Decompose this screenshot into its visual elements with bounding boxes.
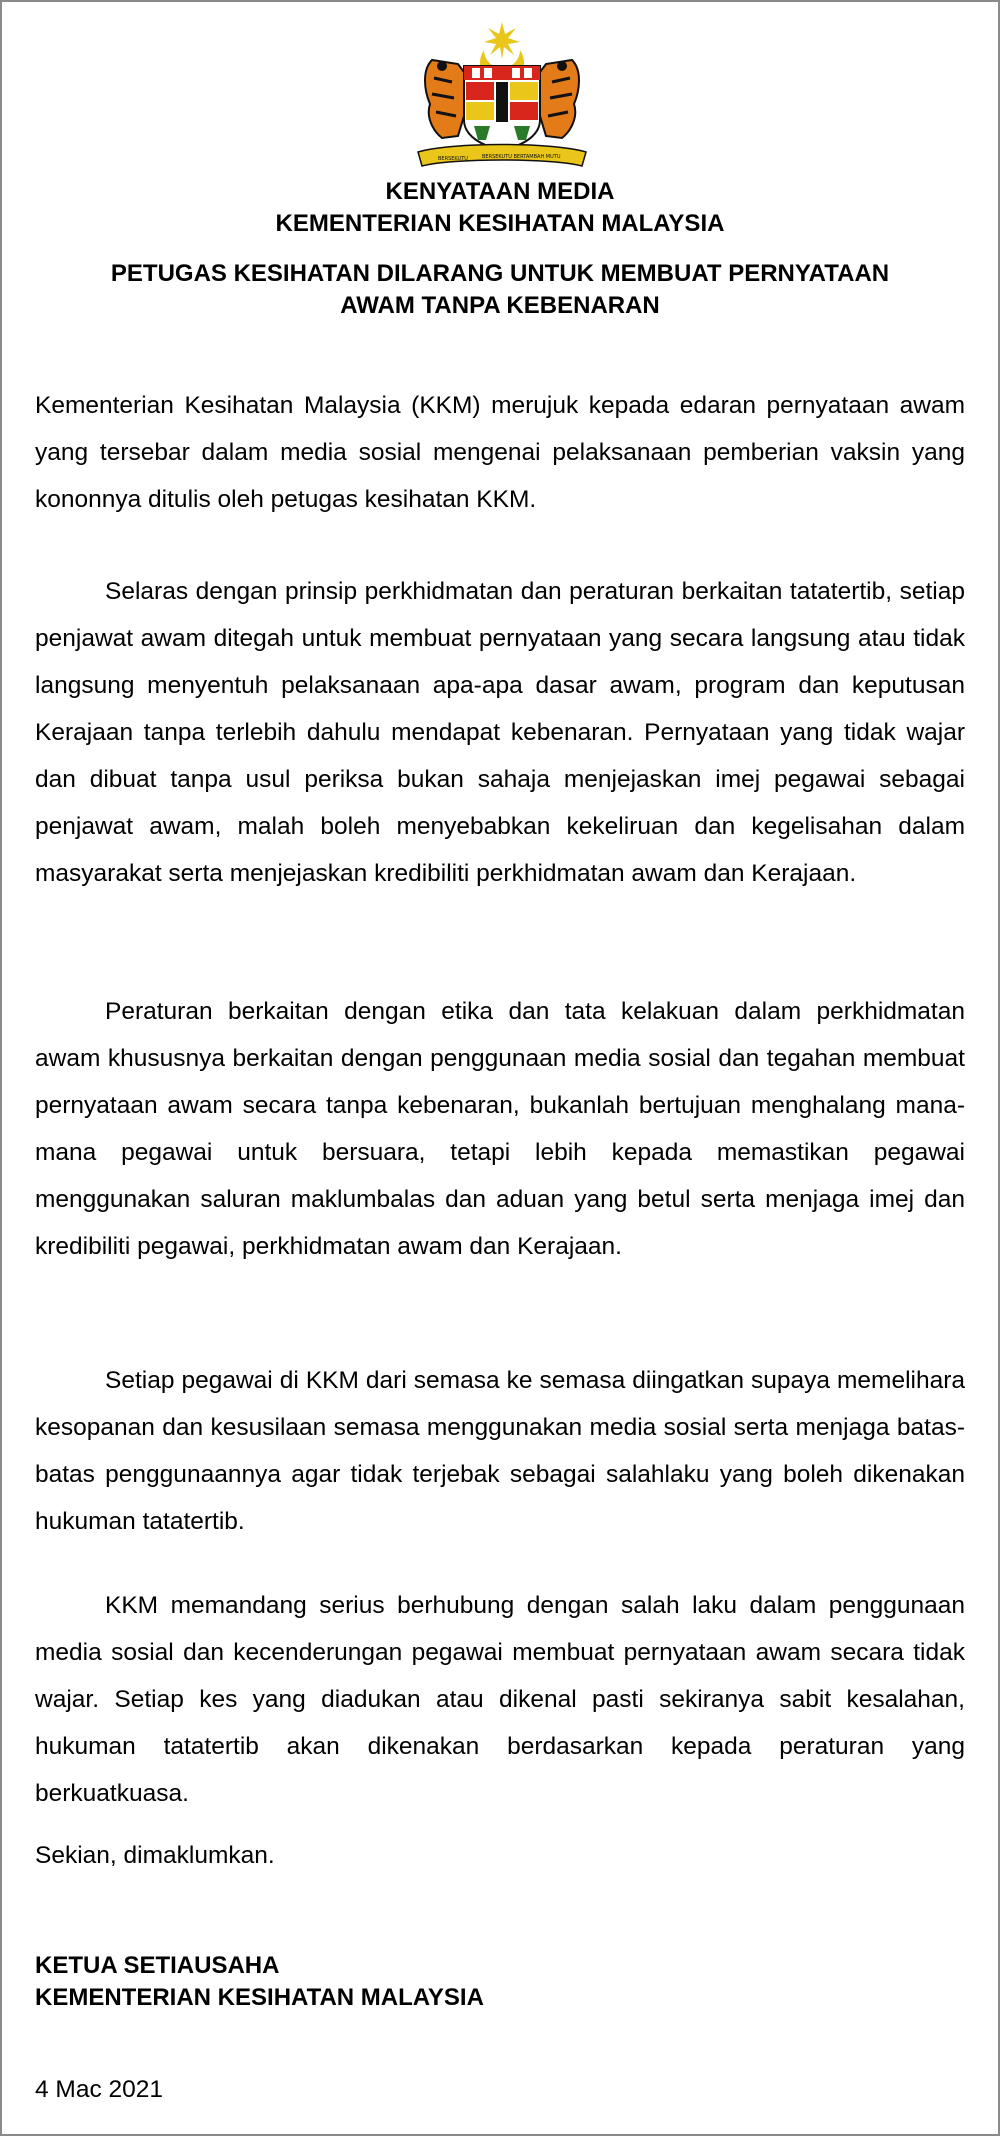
coat-of-arms-crest-icon (412, 20, 592, 172)
paragraph-5: KKM memandang serius berhubung dengan salah laku dalam penggunaan media sosial dan kecenderungan pegawai membuat pernyataan awam secara tidak wajar. Setiap kes yang diadukan atau dikenal pasti sekiranya sabit kesalahan, hukuman tatatertib akan dikenakan berdasarkan kepada peraturan yang berkuatkuasa. (35, 1592, 965, 1807)
title-line-2: AWAM TANPA KEBENARAN (340, 292, 660, 319)
header-line-2: KEMENTERIAN KESIHATAN MALAYSIA (275, 210, 725, 237)
paragraph-4: Setiap pegawai di KKM dari semasa ke semasa diingatkan supaya memelihara kesopanan dan kesusilaan semasa menggunakan media sosial serta menjaga batas-batas penggunaannya agar tidak terjebak sebagai salahlaku yang boleh dikenakan hukuman tatatertib. (35, 1367, 965, 1535)
closing-line: Sekian, dimaklumkan. (35, 1842, 275, 1869)
statement-date: 4 Mac 2021 (35, 2076, 164, 2103)
header-line-1: KENYATAAN MEDIA (385, 178, 615, 205)
motto-text: BERSEKUTU BERTAMBAH MUTU (482, 154, 561, 160)
title-line-1: PETUGAS KESIHATAN DILARANG UNTUK MEMBUAT PERNYATAAN (110, 260, 890, 287)
media-statement-header (35, 176, 965, 240)
paragraph-2: Selaras dengan prinsip perkhidmatan dan peraturan berkaitan tatatertib, setiap penjawat awam ditegah untuk membuat pernyataan yang secara langsung atau tidak langsung menyentuh pelaksanaan apa-apa dasar awam, program dan keputusan Kerajaan tanpa terlebih dahulu mendapat kebenaran. Pernyataan yang tidak wajar dan dibuat tanpa usul periksa bukan sahaja menjejaskan imej pegawai sebagai penjawat awam, malah boleh menyebabkan kekeliruan dan kegelisahan dalam masyarakat serta menjejaskan kredibiliti perkhidmatan awam dan Kerajaan. (35, 578, 965, 887)
paragraph-3: Peraturan berkaitan dengan etika dan tata kelakuan dalam perkhidmatan awam khususnya berkaitan dengan penggunaan media sosial dan tegahan membuat pernyataan awam secara tanpa kebenaran, bukanlah bertujuan menghalang mana-mana pegawai untuk bersuara, tetapi lebih kepada memastikan pegawai menggunakan saluran maklumbalas dan aduan yang betul serta menjaga imej dan kredibiliti pegawai, perkhidmatan awam dan Kerajaan. (35, 998, 965, 1260)
paragraph-1: Kementerian Kesihatan Malaysia (KKM) merujuk kepada edaran pernyataan awam yang tersebar dalam media sosial mengenai pelaksanaan pemberian vaksin yang kononnya ditulis oleh petugas kesihatan KKM. (35, 392, 965, 513)
ribbon-text: BERSEKUTU (438, 156, 468, 162)
signature-block (35, 1950, 484, 2014)
signature-line-1: KETUA SETIAUSAHA (35, 1952, 280, 1979)
statement-title (35, 258, 965, 322)
signature-line-2: KEMENTERIAN KESIHATAN MALAYSIA (35, 1984, 484, 2011)
